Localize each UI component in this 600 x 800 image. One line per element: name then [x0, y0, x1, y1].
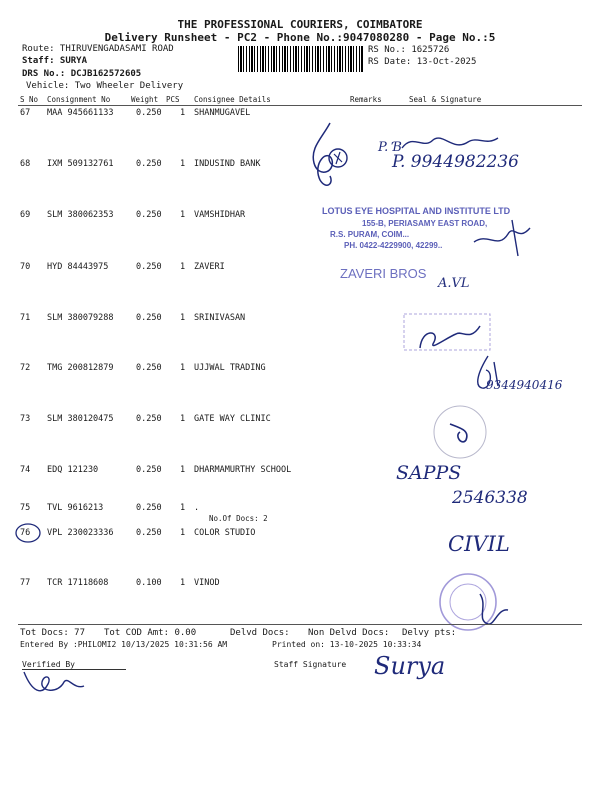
- row-weight: 0.250: [136, 363, 162, 373]
- header-rule: [18, 105, 582, 106]
- row-weight: 0.250: [136, 414, 162, 424]
- verifier-signature: [18, 662, 98, 702]
- row-pcs: 1: [180, 465, 186, 475]
- row-consignment: EDQ 121230: [47, 465, 99, 475]
- row-weight: 0.100: [136, 578, 162, 588]
- row-weight: 0.250: [136, 528, 162, 538]
- row-consignment: SLM 380062353: [47, 210, 114, 220]
- row-consignment: MAA 945661133: [47, 108, 114, 118]
- staff-handwritten-signature: Surya: [374, 652, 446, 680]
- col-sno: S No: [20, 95, 39, 104]
- verified-by-label: Verified By: [22, 660, 75, 669]
- rs-number: RS No.: 1625726: [368, 45, 450, 55]
- row-sno: 69: [20, 210, 31, 220]
- staff-signature-label: Staff Signature: [274, 660, 347, 669]
- handwritten-avl: A.VL: [438, 276, 470, 291]
- total-cod: Tot COD Amt: 0.00: [104, 628, 197, 638]
- printed-on: Printed on: 13-10-2025 10:33:34: [272, 640, 422, 649]
- seal-stamp-73: [420, 402, 500, 462]
- no-of-docs-note: No.Of Docs: 2: [209, 514, 268, 523]
- row-weight: 0.250: [136, 262, 162, 272]
- handwritten-phone-68: P. 9944982236: [392, 152, 519, 172]
- row-consignee: COLOR STUDIO: [194, 528, 256, 538]
- signature-scribble-1: [300, 118, 360, 198]
- staff-label: Staff: SURYA: [22, 56, 88, 66]
- row-sno: 73: [20, 414, 31, 424]
- row-consignment: SLM 380120475: [47, 414, 114, 424]
- row-weight: 0.250: [136, 503, 162, 513]
- row-sno: 68: [20, 159, 31, 169]
- drs-label: DRS No.: DCJB162572605: [22, 69, 142, 79]
- col-consignee: Consignee Details: [194, 95, 271, 104]
- lotus-stamp-phone: PH. 0422-4229900, 42299..: [344, 241, 443, 250]
- handwritten-p: P. Ɓ: [378, 140, 402, 155]
- col-signature: Seal & Signature: [409, 95, 482, 104]
- row-consignee: INDUSIND BANK: [194, 159, 261, 169]
- seal-stamp-77: [428, 566, 518, 632]
- row-consignee: .: [194, 503, 200, 513]
- row-sno: 75: [20, 503, 31, 513]
- row-pcs: 1: [180, 414, 186, 424]
- lotus-stamp-name: LOTUS EYE HOSPITAL AND INSTITUTE LTD: [322, 206, 511, 216]
- col-pcs: PCS: [166, 95, 180, 104]
- row-sno: 76: [20, 528, 31, 538]
- entered-by: Entered By :PHILOMI2 10/13/2025 10:31:56 AM: [20, 640, 228, 649]
- row-sno: 77: [20, 578, 31, 588]
- row-weight: 0.250: [136, 465, 162, 475]
- row-pcs: 1: [180, 578, 186, 588]
- company-title: THE PROFESSIONAL COURIERS, COIMBATORE: [177, 18, 423, 31]
- row-pcs: 1: [180, 503, 186, 513]
- handwritten-phone-72: 9344940416: [486, 378, 563, 392]
- delivery-points: Delvy pts:: [402, 628, 457, 638]
- row-weight: 0.250: [136, 210, 162, 220]
- row-consignee: GATE WAY CLINIC: [194, 414, 271, 424]
- row-consignment: TMG 200812879: [47, 363, 114, 373]
- row-weight: 0.250: [136, 108, 162, 118]
- row-consignment: TCR 17118608: [47, 578, 109, 588]
- rs-date: RS Date: 13-Oct-2025: [368, 57, 477, 67]
- lotus-stamp-city: R.S. PURAM, COIM...: [330, 230, 410, 239]
- row-consignment: VPL 230023336: [47, 528, 114, 538]
- handwritten-civil: CIVIL: [448, 532, 510, 556]
- row-sno: 72: [20, 363, 31, 373]
- row-consignment: HYD 84443975: [47, 262, 109, 272]
- row-sno: 71: [20, 313, 31, 323]
- row-consignee: DHARMAMURTHY SCHOOL: [194, 465, 292, 475]
- row-weight: 0.250: [136, 313, 162, 323]
- circle-mark-76: [14, 522, 44, 544]
- row-consignee: ZAVERI: [194, 262, 225, 272]
- delivered-docs: Delvd Docs:: [230, 628, 290, 638]
- row-sno: 70: [20, 262, 31, 272]
- route-label: Route: THIRUVENGADASAMI ROAD: [22, 44, 174, 54]
- handwritten-number: 2546338: [452, 488, 528, 508]
- col-remarks: Remarks: [350, 95, 382, 104]
- row-pcs: 1: [180, 159, 186, 169]
- row-weight: 0.250: [136, 159, 162, 169]
- row-pcs: 1: [180, 210, 186, 220]
- runsheet-subtitle: Delivery Runsheet - PC2 - Phone No.:9047080280 - Page No.:5: [104, 31, 496, 44]
- handwritten-sapps: SAPPS: [396, 462, 462, 484]
- row-consignment: TVL 9616213: [47, 503, 104, 513]
- row-sno: 67: [20, 108, 31, 118]
- row-pcs: 1: [180, 108, 186, 118]
- vehicle-label: Vehicle: Two Wheeler Delivery: [26, 81, 184, 91]
- barcode: [238, 46, 364, 72]
- row-consignee: SHANMUGAVEL: [194, 108, 251, 118]
- row-consignee: SRINIVASAN: [194, 313, 246, 323]
- row-consignee: VINOD: [194, 578, 220, 588]
- footer-rule: [18, 624, 582, 625]
- non-delivered-docs: Non Delvd Docs:: [308, 628, 390, 638]
- row-pcs: 1: [180, 262, 186, 272]
- row-consignee: UJJWAL TRADING: [194, 363, 266, 373]
- col-consignment: Consignment No: [47, 95, 111, 104]
- row-sno: 74: [20, 465, 31, 475]
- row-consignment: SLM 380079288: [47, 313, 114, 323]
- signature-scribble-3: [468, 212, 538, 262]
- total-docs: Tot Docs: 77: [20, 628, 86, 638]
- col-weight: Weight: [131, 95, 159, 104]
- row-consignee: VAMSHIDHAR: [194, 210, 246, 220]
- row-pcs: 1: [180, 313, 186, 323]
- lotus-stamp-address: 155-B, PERIASAMY EAST ROAD,: [362, 219, 488, 228]
- row-consignment: IXM 509132761: [47, 159, 114, 169]
- row-pcs: 1: [180, 528, 186, 538]
- zaveri-stamp: ZAVERI BROS: [340, 266, 427, 281]
- row-pcs: 1: [180, 363, 186, 373]
